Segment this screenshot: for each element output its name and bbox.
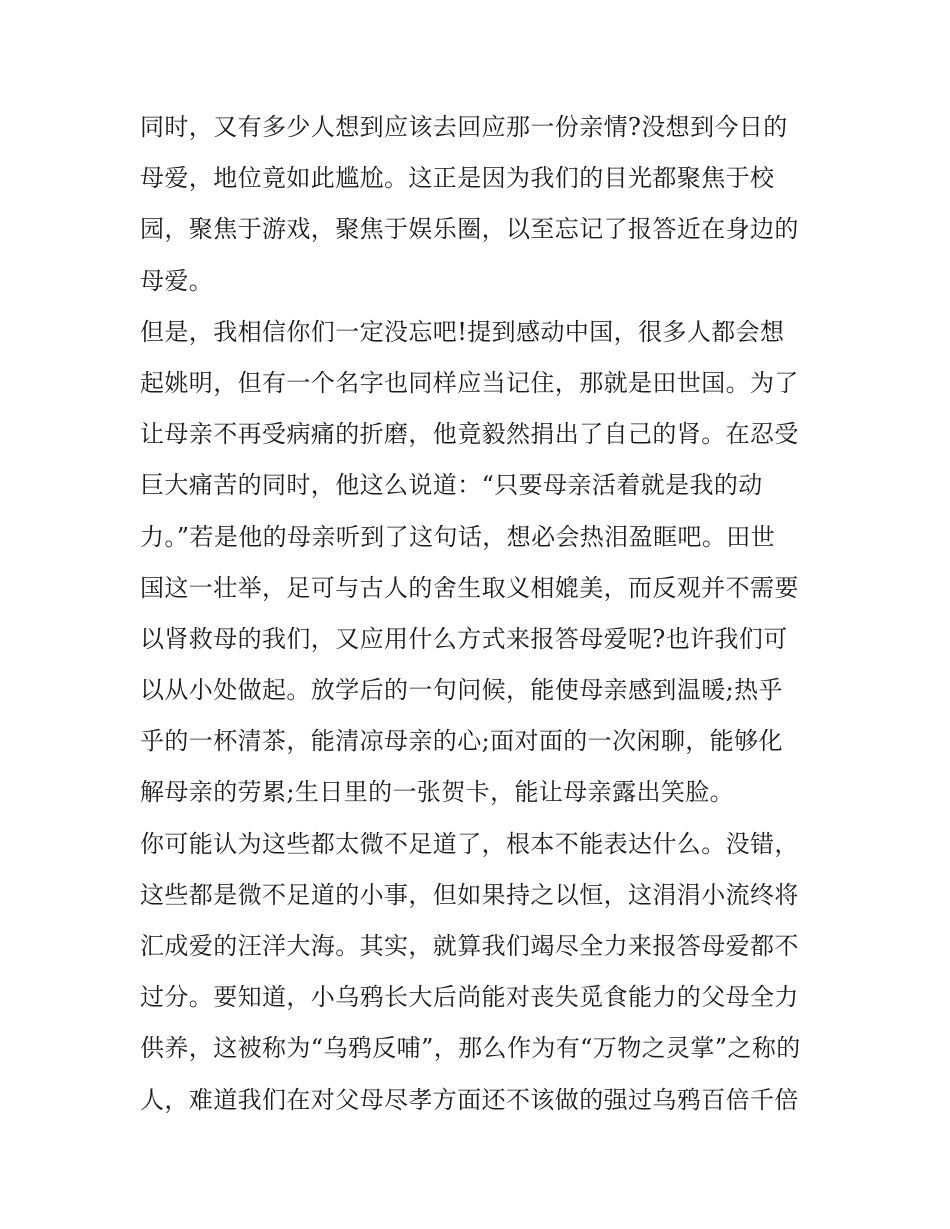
text-line: 让母亲不再受病痛的折磨，他竟毅然捐出了自己的肾。在忍受 [140, 420, 799, 449]
text-line: 母爱。 [140, 266, 214, 295]
essay-text [140, 102, 820, 1126]
text-line: 巨大痛苦的同时，他这么说道：“只要母亲活着就是我的动 [140, 471, 763, 500]
text-line: 解母亲的劳累;生日里的一张贺卡，能让母亲露出笑脸。 [140, 778, 735, 807]
text-line: 汇成爱的汪洋大海。其实，就算我们竭尽全力来报答母爱都不 [140, 932, 799, 960]
text-line: 力。”若是他的母亲听到了这句话，想必会热泪盈眶吧。田世 [140, 522, 776, 551]
text-line: 起姚明，但有一个名字也同样应当记住，那就是田世国。为了 [140, 368, 799, 397]
text-line: 供养，这被称为“乌鸦反哺”，那么作为有“万物之灵掌”之称的 [140, 1034, 801, 1063]
text-line: 这些都是微不足道的小事，但如果持之以恒，这涓涓小流终将 [140, 880, 799, 909]
text-line: 以肾救母的我们，又应用什么方式来报答母爱呢?也许我们可 [140, 624, 788, 653]
text-line: 母爱，地位竟如此尴尬。这正是因为我们的目光都聚焦于校 [140, 164, 775, 193]
text-line: 人，难道我们在对父母尽孝方面还不该做的强过乌鸦百倍千倍 [140, 1085, 799, 1114]
text-line: 园，聚焦于游戏，聚焦于娱乐圈，以至忘记了报答近在身边的 [140, 215, 799, 244]
text-line: 乎的一杯清茶，能清凉母亲的心;面对面的一次闲聊，能够化 [140, 727, 783, 756]
text-line: 你可能认为这些都太微不足道了，根本不能表达什么。没错， [140, 829, 799, 858]
text-line: 但是，我相信你们一定没忘吧!提到感动中国，很多人都会想 [140, 317, 785, 346]
text-line: 以从小处做起。放学后的一句问候，能使母亲感到温暖;热乎 [140, 676, 783, 705]
text-line: 国这一壮举，足可与古人的舍生取义相媲美，而反观并不需要 [140, 573, 799, 602]
text-line: 同时，又有多少人想到应该去回应那一份亲情?没想到今日的 [140, 113, 788, 141]
text-line: 过分。要知道，小乌鸦长大后尚能对丧失觅食能力的父母全力 [140, 983, 799, 1012]
